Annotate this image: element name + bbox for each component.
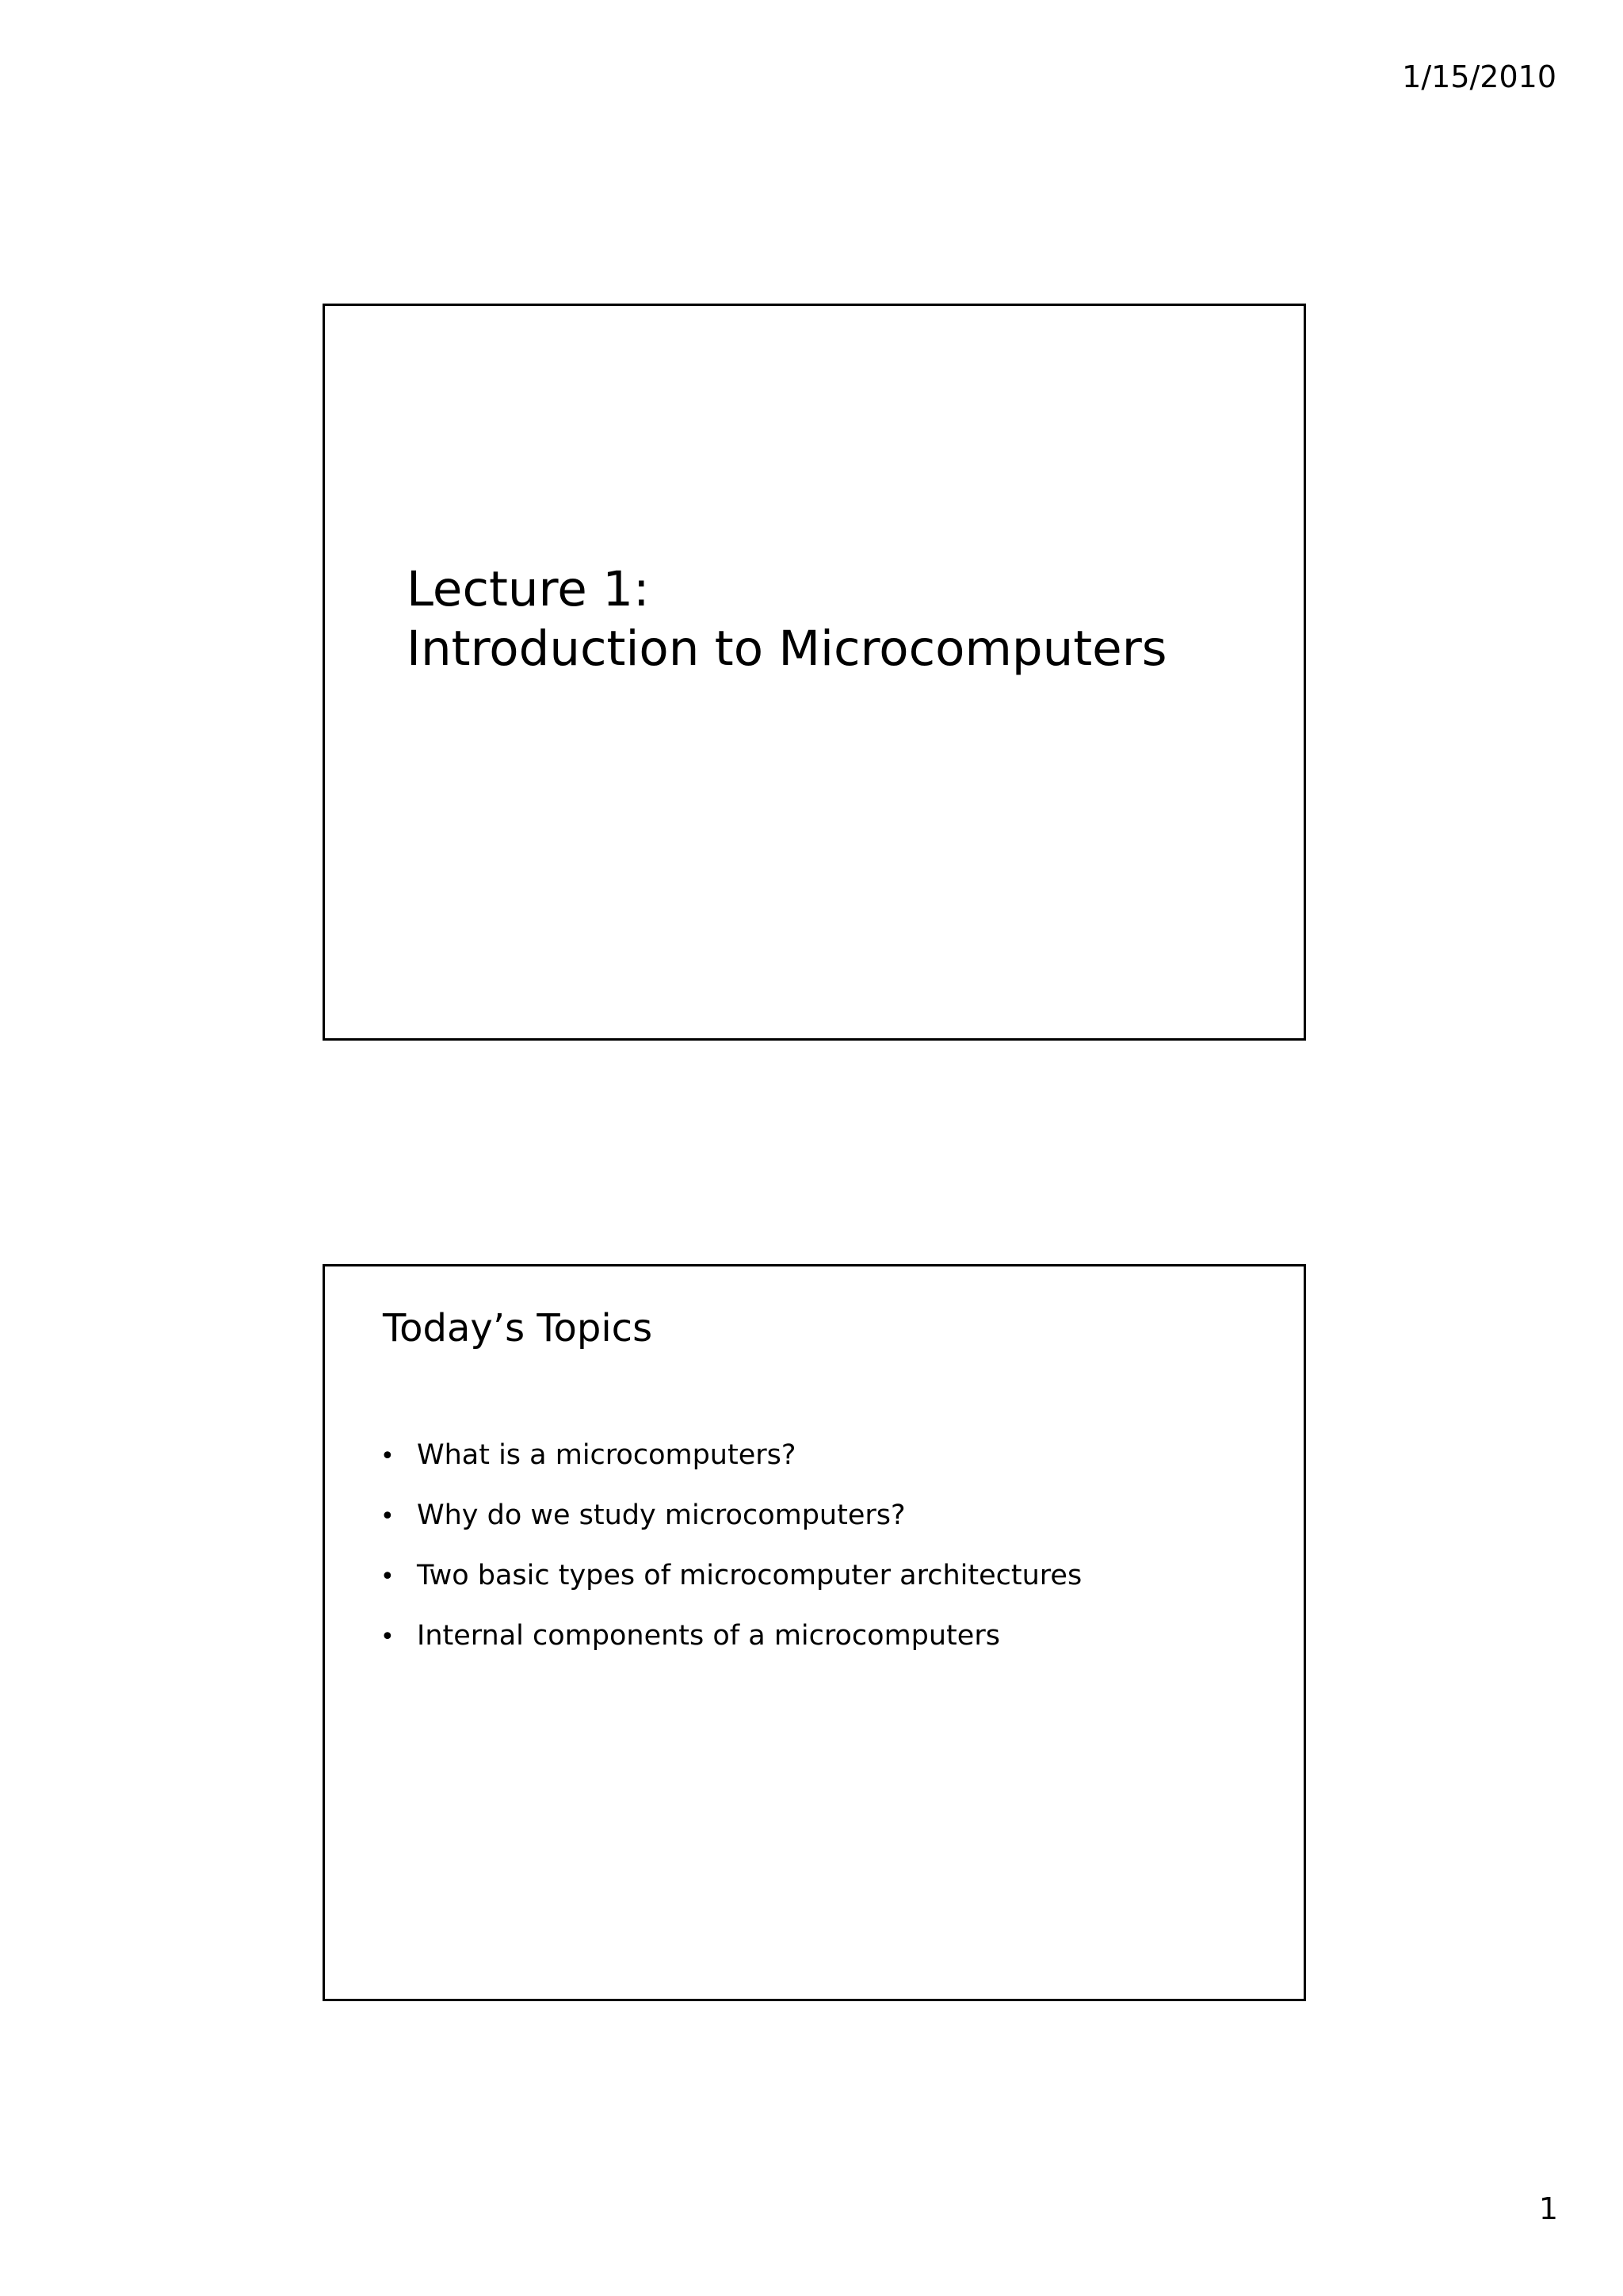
slide-title [407,560,1167,678]
bullet-icon: • [380,1503,395,1530]
slide-title: Today’s Topics [383,1306,653,1350]
page-number: 1 [1538,2191,1558,2226]
bullet-text: Two basic types of microcomputer architectures [417,1560,1083,1591]
bullet-text: Internal components of a microcomputers [417,1620,1000,1652]
bullet-item [380,1499,1082,1559]
bullet-item [380,1559,1082,1619]
bullet-item [380,1438,1082,1499]
bullet-list [380,1438,1082,1679]
bullet-icon: • [380,1563,395,1591]
slide-title-line: Introduction to Microcomputers [407,621,1167,677]
page-date: 1/15/2010 [1402,59,1556,94]
bullet-text: Why do we study microcomputers? [417,1499,906,1531]
bullet-icon: • [380,1442,395,1470]
bullet-icon: • [380,1623,395,1651]
bullet-text: What is a microcomputers? [417,1439,796,1471]
slide-topics [323,1264,1306,2001]
slide-title-line: Lecture 1: [407,561,650,617]
slide-title-slide [323,304,1306,1041]
bullet-item [380,1619,1082,1679]
